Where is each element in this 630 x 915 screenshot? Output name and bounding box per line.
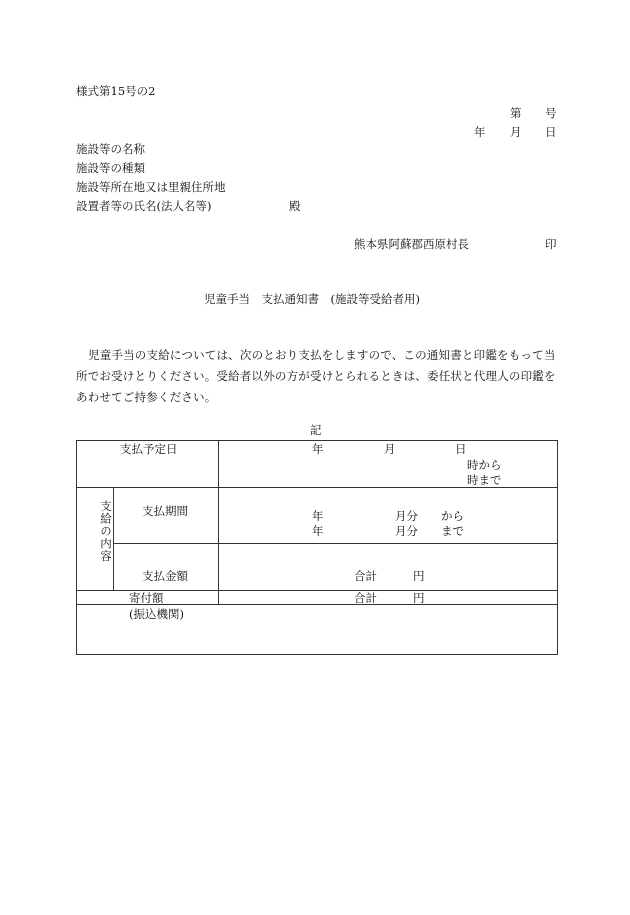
period-year-1: 年 (312, 509, 324, 523)
payment-date-value-cell (219, 441, 558, 488)
document-title: 児童手当 支払通知書 (施設等受給者用) (204, 292, 420, 306)
founder-name-label: 設置者等の氏名(法人名等) (76, 199, 212, 213)
amount-row (77, 544, 558, 591)
amount-total: 合計 (354, 569, 377, 583)
date-year: 年 (474, 125, 486, 139)
bank-row (77, 605, 558, 655)
amount-label-cell (114, 544, 219, 591)
donation-label-cell (77, 591, 219, 605)
donation-label: 寄付額 (129, 591, 164, 605)
bank-cell (77, 605, 558, 655)
period-from: から (441, 509, 464, 523)
content-label-cell (77, 488, 114, 591)
bank-label: (振込機関) (129, 607, 184, 621)
facility-address-label: 施設等所在地又は里親住所地 (76, 180, 226, 194)
date-month: 月 (510, 125, 522, 139)
donation-total: 合計 (354, 591, 377, 605)
issuer-seal: 印 (545, 237, 557, 251)
payment-date-year: 年 (312, 442, 324, 456)
facility-type-label: 施設等の種類 (76, 161, 145, 175)
period-value-cell (219, 488, 558, 544)
amount-yen: 円 (413, 569, 425, 583)
payment-time-from: 時から (467, 458, 502, 472)
payment-date-label-cell (77, 441, 219, 488)
period-month-1: 月分 (395, 509, 418, 523)
period-label-cell (114, 488, 219, 544)
donation-value-cell (219, 591, 558, 605)
amount-value-cell (219, 544, 558, 591)
ki-mark: 記 (310, 423, 322, 437)
payment-date-day: 日 (455, 442, 467, 456)
payment-date-month: 月 (384, 442, 396, 456)
period-to: まで (441, 524, 464, 538)
payment-time-to: 時まで (467, 473, 502, 487)
period-row (77, 488, 558, 544)
payment-date-label: 支払予定日 (120, 442, 178, 456)
form-number: 様式第15号の2 (76, 84, 156, 98)
period-year-2: 年 (312, 524, 324, 538)
period-month-2: 月分 (395, 524, 418, 538)
doc-number-dai: 第 (510, 106, 522, 120)
body-paragraph: 児童手当の支給については、次のとおり支払をしますので、この通知書と印鑑をもって当所でお受けとりください。受給者以外の方が受けとられるときは、委任状と代理人の印鑑をあわせてご持参ください。 (76, 348, 556, 404)
honorific: 殿 (289, 199, 301, 213)
payment-table (76, 440, 558, 655)
payment-date-row (77, 441, 558, 488)
donation-row (77, 591, 558, 605)
content-label: 支給の内容 (99, 500, 113, 563)
amount-label: 支払金額 (142, 569, 188, 583)
doc-number-go: 号 (545, 106, 557, 120)
issuer-name: 熊本県阿蘇郡西原村長 (354, 237, 469, 251)
facility-name-label: 施設等の名称 (76, 142, 145, 156)
date-day: 日 (545, 125, 557, 139)
period-label: 支払期間 (142, 504, 188, 518)
donation-yen: 円 (413, 591, 425, 605)
